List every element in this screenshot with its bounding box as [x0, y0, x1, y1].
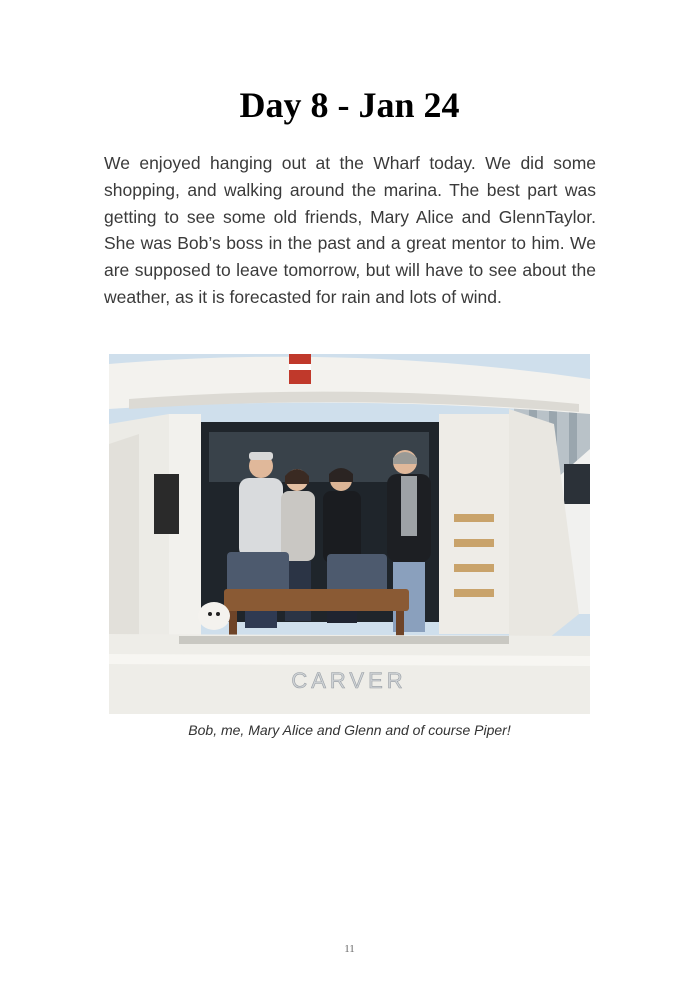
- page-title: Day 8 - Jan 24: [239, 85, 460, 125]
- photo-caption: Bob, me, Mary Alice and Glenn and of course Piper!: [188, 722, 511, 738]
- boat-name-text: CARVER: [291, 668, 407, 693]
- boat-photo: [109, 354, 590, 714]
- page-number: 11: [344, 943, 355, 955]
- journal-paragraph: We enjoyed hanging out at the Wharf today. We did some shopping, and walking around the marina. The best part was getting to see some old friends, Mary Alice and GlennTaylor. She was Bob’s boss in the past and a great mentor to him. We are supposed to leave tomorrow, but will have to see about the weather, as it is forecasted for rain and lots of wind.: [104, 153, 596, 307]
